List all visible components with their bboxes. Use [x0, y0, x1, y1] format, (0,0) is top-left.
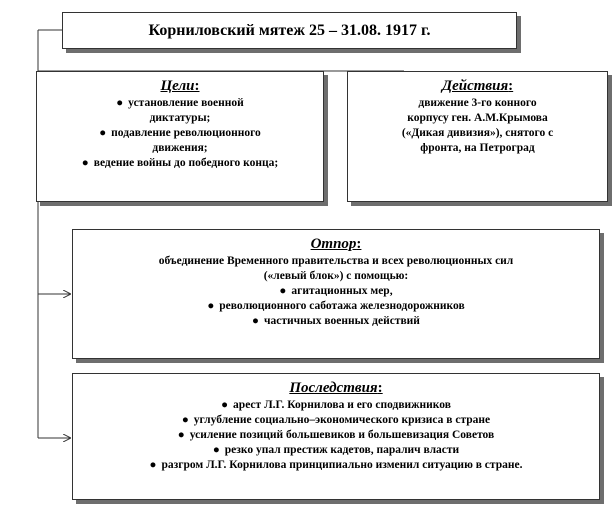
list-item-text: агитационных мер,: [291, 285, 393, 297]
title-box: [62, 12, 517, 49]
resistance-box: [72, 229, 600, 359]
bullet-icon: ●: [221, 399, 229, 411]
list-item: [73, 299, 599, 314]
list-item-text: углубление социально–экономического кризиса в стране: [193, 414, 491, 426]
bullet-icon: ●: [149, 459, 157, 471]
list-item: [73, 284, 599, 299]
list-item: [73, 398, 599, 413]
bullet-icon: ●: [207, 300, 215, 312]
list-item: [348, 96, 607, 111]
list-item: [37, 126, 323, 141]
bullet-icon: ●: [81, 157, 89, 169]
resistance-heading: Отпор:: [310, 236, 362, 252]
actions-heading: Действия:: [441, 78, 514, 94]
bullet-icon: ●: [252, 315, 259, 327]
list-item-text: («левый блок») с помощью:: [263, 270, 409, 282]
list-item-text: революционного саботажа железнодорожников: [219, 300, 465, 312]
list-item-text: установление военной: [128, 97, 244, 109]
consequences-heading: Последствия:: [289, 380, 383, 396]
goals-list: [37, 96, 323, 171]
list-item-text: движение 3-го конного: [418, 97, 537, 109]
list-item-text: усиление позиций большевиков и большевизация Советов: [189, 429, 495, 441]
list-item-text: арест Л.Г. Корнилова и его сподвижников: [233, 399, 451, 411]
list-item: [73, 443, 599, 458]
actions-list: [348, 96, 607, 156]
list-item-text: корпусу ген. А.М.Крымова: [407, 112, 548, 124]
consequences-box: [72, 373, 600, 500]
list-item-text: объединение Временного правительства и всех революционных сил: [158, 255, 514, 267]
bullet-icon: ●: [177, 429, 185, 441]
list-item: [348, 126, 607, 141]
list-item: [37, 111, 323, 126]
list-item: [73, 269, 599, 284]
list-item: [73, 254, 599, 269]
bullet-icon: ●: [212, 444, 220, 456]
bullet-icon: ●: [116, 97, 124, 109]
list-item-text: диктатуры;: [149, 112, 211, 124]
list-item-text: фронта, на Петроград: [420, 142, 535, 154]
list-item-text: резко упал престиж кадетов, паралич власти: [224, 444, 460, 456]
list-item-text: разгром Л.Г. Корнилова принципиально изменил ситуацию в стране.: [161, 459, 523, 471]
list-item: [37, 156, 323, 171]
diagram-title: Корниловский мятеж 25 – 31.08. 1917 г.: [148, 22, 431, 39]
goals-heading: Цели:: [160, 78, 200, 94]
list-item-text: («Дикая дивизия»), снятого с: [401, 127, 554, 139]
resistance-list: [73, 254, 599, 329]
consequences-list: [73, 398, 599, 473]
list-item-text: движения;: [152, 142, 208, 154]
list-item: [73, 458, 599, 473]
bullet-icon: ●: [181, 414, 189, 426]
list-item: [348, 141, 607, 156]
list-item-text: ведение войны до победного конца;: [93, 157, 279, 169]
list-item: [37, 96, 323, 111]
goals-box: [36, 71, 324, 202]
list-item-text: подавление революционного: [111, 127, 261, 139]
list-item: [348, 111, 607, 126]
list-item: [73, 314, 599, 329]
list-item-text: частичных военных действий: [264, 315, 420, 327]
bullet-icon: ●: [279, 285, 287, 297]
list-item: [37, 141, 323, 156]
list-item: [73, 413, 599, 428]
bullet-icon: ●: [99, 127, 107, 139]
actions-box: [347, 71, 608, 202]
list-item: [73, 428, 599, 443]
